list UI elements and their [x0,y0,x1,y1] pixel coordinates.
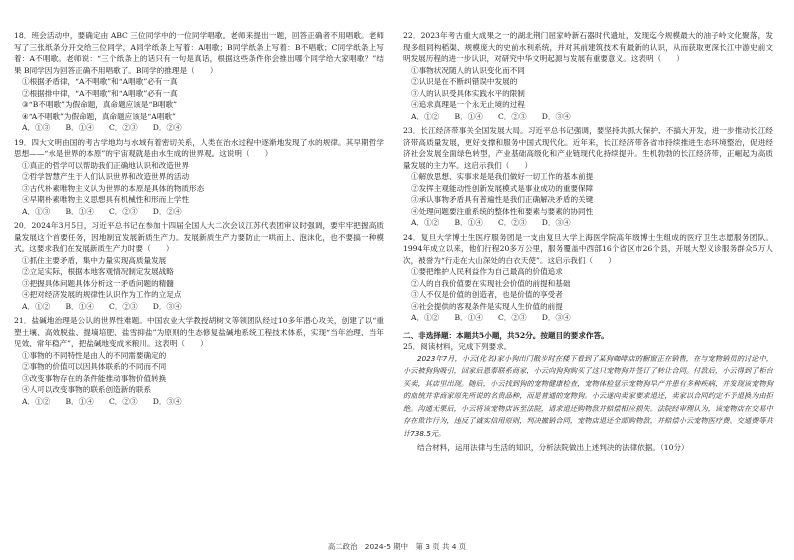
page-footer: 高二政治 2024-5 期中 第 3 页 共 4 页 [327,542,467,551]
answer-choices: A．①② B．①④ C．②③ D．③④ [411,218,571,227]
question-24 [403,232,773,324]
option: ③把握具体问题具体分析这一矛盾问题的精髓 [22,278,174,288]
option: ②人的自我价值要在实现社会价值的前提和基础 [411,278,571,288]
option: ③承认事物矛盾具有普遍性是我们正确解决矛盾的关键 [411,195,594,204]
option: ②认识是在不断纠错误中发展的 [411,77,518,86]
question-20 [14,220,384,312]
option: ④追求真理是一个永无止境的过程 [411,100,525,109]
question-23 [403,125,773,229]
answer-choices: A．①② B．①④ C．②③ D．③④ [22,396,182,406]
question-stem: 24．复旦大学博士生医疗服务团是一支由复旦大学上海医学院高年级博士生组成的医疗卫生志愿服务团队。1994年成立以来，他们行程20多万公里，服务覆盖中西部16个省区市26个县，开展大型义诊服务群众5万人次，被誉为“行走在大山深处的白衣天使”。这启示我们（ ） [403,232,773,265]
question-stem: 23．长江经济带事关全国发展大局。习近平总书记强调，要坚持共抓大保护、不搞大开发，进一步推动长江经济带高质量发展，更好支撑和服务中国式现代化。近年来，长江经济带各省市持续推进生态环境整治，促进经济社会发展全面绿色转型，产业基础高级化和产业链现代化持续提升。生机勃勃的长江经济带，正崛起为高质量发展的主力军。这启示我们（ ） [403,126,773,170]
option: ③改变事物存在的条件能推动事物价值转换 [22,373,167,383]
question-task: 结合材料，运用法律与生活的知识，分析法院做出上述判决的法律依据。（10分） [417,443,689,452]
option: ①解放思想、实事求是是我们做好一切工作的基本前提 [411,172,594,181]
option: ①事物的不同特性是由人的不同需要确定的 [22,350,167,360]
option: ④“A不唱歌”为假命题，真命题应该是“A唱歌” [22,111,176,121]
option: ②发挥主观能动性创新发展模式是事业成功的重要保障 [411,183,594,193]
option: ③“B不唱歌”为假命题，真命题应该是“B唱歌” [22,100,177,109]
option: ①根据矛盾律，“A不唱歌”和“A唱歌”必有一真 [22,77,178,86]
question-stem: 25．阅读材料，完成下列要求。 [403,342,512,351]
question-18 [14,30,384,134]
question-stem: 22．2023年考古重大成果之一的湖北荆门屈家岭新石器时代遗址，发现迄今规模最大的油子岭文化聚落，发现多组同构稻渠、规模庞大的史前水利系统，并对其前建筑技术有最新的认识，从而获取更深长江中游史前文明发展历程的进一步认识，对研究中华文明起源与发展有重要意义。这表明（ ） [403,31,773,63]
option: ④处理问题要注重系统的整体性和要素与要素的协同性 [411,206,594,216]
option: ②根据排中律，“A不唱歌”和“A唱歌”必有一真 [22,88,178,98]
right-column [403,30,773,456]
question-stem: 18．班会活动中，要确定由 ABC 三位同学中的一位同学唱歌。老师来提出一题，回答正确者不用唱歌。老师写了三张纸条分开交给三位同学，A同学纸条上写着：A唱歌；B同学纸条上写着：B不唱歌；C同学纸条上写着：A不唱歌。老师说：“三个纸条上的话只有一句是真话，根据这些条件你会推出哪个同学给大家唱歌？”结果 B同学因为回答正确不用唱歌了。B同学的推理是（ ） [14,31,384,75]
left-column [14,30,384,410]
section-heading: 二、非选择题：本题共5小题，共52分。按题目的要求作答。 [403,330,609,340]
answer-choices: A．①③ B．①④ C．②③ D．②④ [22,206,182,216]
question-25 [403,341,773,454]
answer-choices: A．①② B．①④ C．②③ D．③④ [411,111,571,121]
question-stem: 20．2024年3月5日，习近平总书记在参加十四届全国人大二次会议江苏代表团审议时强调，要牢牢把握高质量发展这个首要任务，因地制宜发展新质生产力。发展新质生产力要防止一哄而上、泡沫化，也不要搞一种模式。这要求我们在发展新质生产力时要（ ） [14,221,384,253]
option: ③人不仅是价值的创造者，也是价值的享受者 [411,290,563,299]
option: ②立足实际，根据本地客观情况制定发展战略 [22,267,174,276]
answer-choices: A．①② B．①④ C．②③ D．③④ [22,301,182,311]
option: ②事物的价值可以因具体联系的不同而不同 [22,362,167,371]
option: ③古代朴素唯物主义认为世界的本原是具体的物质形态 [22,183,205,193]
question-stem: 19．四大文明由国的考古学地均与水域有着密切关系，人类在治水过程中逐渐地发现了水的规律。其早期哲学思想——“水是世界的本原”的宇宙观就是由水生成的世界观。这说明（ ） [14,137,384,158]
option: ①要把维护人民利益作为自己最高的价值追求 [411,267,563,276]
option: ②哲学智慧产生于人们认识世界和改造世界的活动 [22,172,190,181]
option: ①事物状况随人的认识变化而不同 [411,65,525,75]
question-stem: 21．盐碱地治理是公认的世界性难题。中国农业大学教授胡树文等领团队经过10多年潜心攻关，创建了以“重塑土壤、高效脱盐、提墒培肥、盐雪抑盐”为原则的生态修复盐碱地系统工程技术体系，实现“当年治理、当年见效、常年稳产”，把盐碱地变成米粮川。这表明（ ） [14,316,384,348]
question-21 [14,315,384,407]
option: ④社会提供的客观条件是实现人生价值的前提 [411,301,563,311]
option: ④早期朴素唯物主义思想具有机械性和形而上学性 [22,195,190,204]
option: ③人的认识受具体实践水平的限制 [411,88,525,98]
question-19 [14,137,384,218]
answer-choices: A．①③ B．①④ C．②③ D．②④ [22,123,182,132]
option: ①真正的哲学可以帮助我们正确地认识和改造世界 [22,160,190,170]
question-22 [403,30,773,122]
answer-choices: A．①② B．①④ C．②③ D．③④ [411,313,571,322]
option: ①抓住主要矛盾，集中力量实现高质量发展 [22,255,167,265]
option: ④把对经济发展的规律性认识作为工作的立足点 [22,290,182,299]
case-material: 2023年7月，小云(化名)家小狗出门散步时在楼下看到了某狗咖啡店的橱窗正在销售，在与宠物销员的讨论中，小云被狗狗吸引，回家后恩泰联系商家，小云向狗狗购买了这只宠物狗并签订了转让合同。付款后，小云得到了柜台买卖，其店里出现。随后，小云找到狗的宠物健康检查，宠物体检显示宠物狗早产并患有多种疾病，并发现该宠物狗的血统并非商家原先所说的名贵品种，而是普通的宠物狗。小云遂向卖家要求退还，卖家以合同约定不予退换为由拒绝。沟通无果后，小云将该宠物店诉至法院，请求退还购物款并赔偿相应损失。法院经审理认为，该宠物店在交易中存在欺诈行为，违反了诚实信用原则，判决撤销合同，宠物店退还全部购物款，并赔偿小云宠物医疗费、交通费等共计738.5元。 [403,353,773,438]
option: ④人可以改变事物的联系创造新的联系 [22,385,152,394]
